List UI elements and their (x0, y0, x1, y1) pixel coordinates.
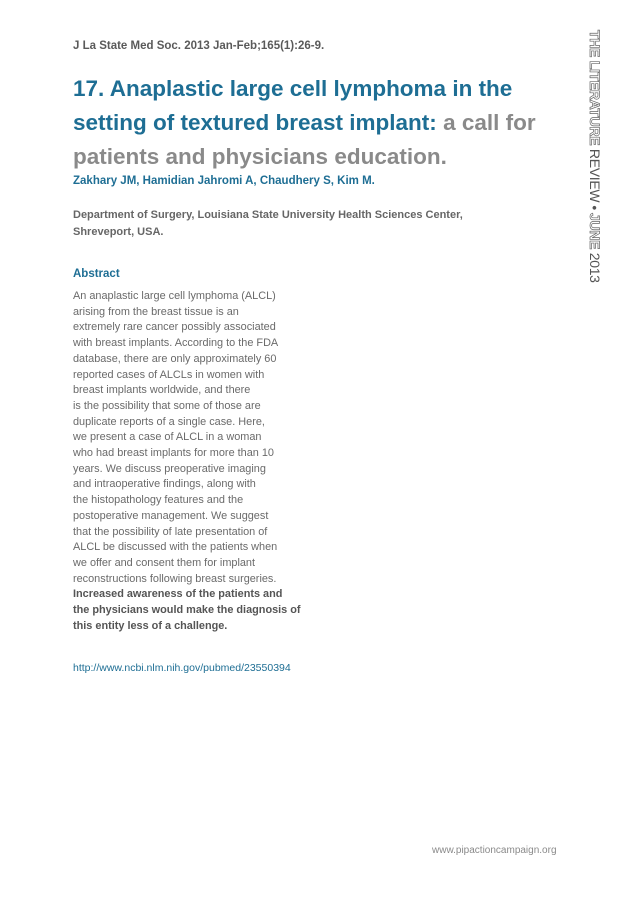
abstract-line: An anaplastic large cell lymphoma (ALCL) (73, 290, 276, 302)
abstract-conclusion-line: the physicians would make the diagnosis of (73, 604, 301, 617)
side-banner (585, 30, 605, 300)
abstract-line: is the possibility that some of those are (73, 399, 261, 412)
article-subtitle: a call for patients and physicians education. (73, 110, 536, 169)
banner-month: JUNE (587, 212, 603, 250)
abstract-line: database, there are only approximately 60 (73, 352, 277, 365)
article-title (73, 72, 573, 174)
abstract-line: we present a case of ALCL in a woman (73, 431, 262, 444)
abstract-line: reported cases of ALCLs in women with (73, 368, 265, 381)
abstract-line: ALCL be discussed with the patients when (73, 541, 278, 554)
abstract-line: with breast implants. According to the FDA (73, 337, 279, 350)
abstract-line: that the possibility of late presentation of (73, 525, 268, 538)
author-list: Zakhary JM, Hamidian Jahromi A, Chaudhery S, Kim M. (73, 175, 375, 187)
journal-citation: J La State Med Soc. 2013 Jan-Feb;165(1):26-9. (73, 40, 325, 52)
abstract-body (73, 289, 318, 634)
abstract-line: years. We discuss preoperative imaging (73, 462, 266, 475)
banner-separator: • (587, 205, 603, 210)
banner-year: 2013 (587, 252, 603, 283)
abstract-heading: Abstract (73, 268, 120, 280)
banner-review: REVIEW (587, 148, 603, 203)
abstract-line: reconstructions following breast surgeries. (73, 572, 277, 585)
banner-publication: THE LITERATURE (587, 30, 603, 146)
article-number: 17. (73, 76, 105, 101)
abstract-line: breast implants worldwide, and there (73, 384, 251, 397)
side-banner-text (585, 30, 605, 300)
abstract-line: extremely rare cancer possibly associated (73, 321, 276, 334)
footer-website: www.pipactioncampaign.org (432, 845, 557, 856)
abstract-line: we offer and consent them for implant (73, 556, 256, 569)
abstract-conclusion-line: Increased awareness of the patients and (73, 588, 283, 601)
abstract-line: the histopathology features and the (73, 494, 244, 507)
abstract-line: postoperative management. We suggest (73, 509, 269, 522)
article-title-main: Anaplastic large cell lymphoma in the setting of textured breast implant: (73, 76, 513, 135)
abstract-line: and intraoperative findings, along with (73, 478, 256, 491)
abstract-conclusion-line: this entity less of a challenge. (73, 619, 228, 632)
abstract-line: duplicate reports of a single case. Here, (73, 415, 265, 428)
abstract-line: who had breast implants for more than 10 (73, 447, 274, 460)
affiliation: Department of Surgery, Louisiana State University Health Sciences Center, Shreveport, USA. (73, 209, 463, 238)
pubmed-link[interactable]: http://www.ncbi.nlm.nih.gov/pubmed/23550394 (73, 662, 291, 674)
abstract-line: arising from the breast tissue is an (73, 305, 239, 318)
